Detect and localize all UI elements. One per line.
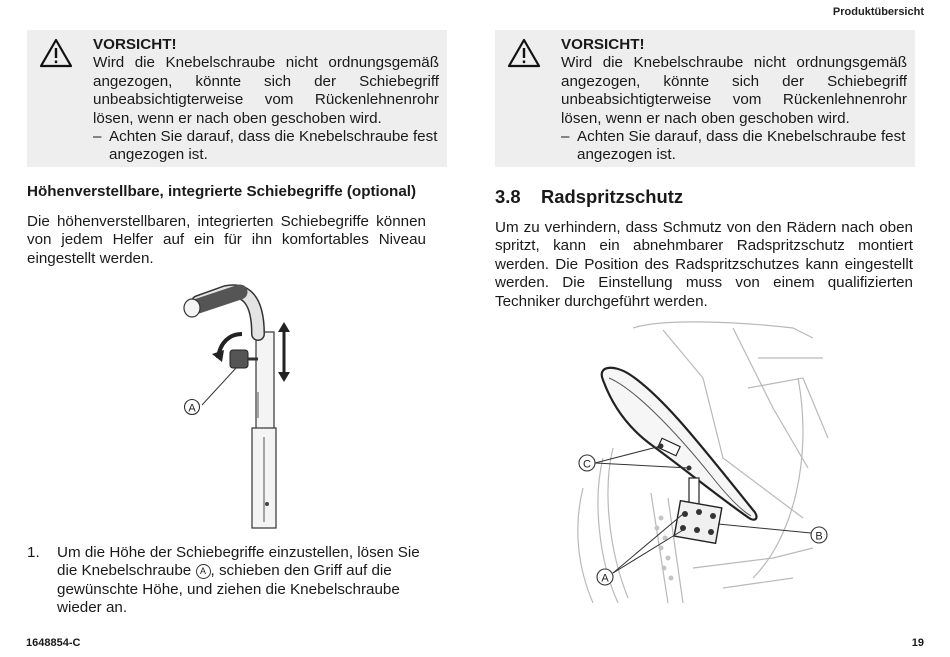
figure-label-a: A — [601, 572, 609, 585]
warning-box-right — [495, 30, 915, 167]
bullet-dash: – — [561, 128, 570, 146]
section-number: 3.8 — [495, 186, 521, 207]
splash-guard-illustration — [573, 318, 833, 603]
document-number: 1648854-C — [26, 637, 81, 649]
subheading: Höhenverstellbare, integrierte Schiebegriffe (optional) — [27, 183, 417, 200]
section-title: Radspritzschutz — [541, 186, 684, 207]
step-text — [27, 544, 431, 618]
callout-a-marker: A — [196, 564, 211, 579]
warning-triangle-icon — [39, 38, 73, 68]
warning-title: VORSICHT! — [93, 36, 177, 53]
step-number: 1. — [27, 544, 40, 561]
bullet-dash: – — [93, 128, 102, 146]
step-text-after: , schieben den Griff auf die gewünschte Höhe, und ziehen die Knebelschraube wieder an. — [57, 562, 400, 617]
warning-bullet — [93, 128, 439, 165]
warning-bullet — [561, 128, 907, 165]
step-text-before: Um die Höhe der Schiebegriffe einzustellen, lösen Sie die Knebelschraube — [57, 544, 420, 580]
figure-label-c: C — [583, 458, 591, 471]
left-paragraph: Die höhenverstellbaren, integrierten Schiebegriffe können von jedem Helfer auf ein für ihn komfortables Niveau eingestellt werden. — [27, 213, 426, 267]
page-number: 19 — [911, 637, 924, 649]
section-header-label: Produktübersicht — [832, 6, 924, 18]
push-handle-illustration — [178, 272, 338, 532]
figure-label-a: A — [188, 402, 196, 415]
figure-label-b: B — [815, 530, 823, 543]
warning-bullet-text: Achten Sie darauf, dass die Knebelschraube fest angezogen ist. — [577, 128, 906, 164]
warning-title: VORSICHT! — [561, 36, 645, 53]
warning-body: Wird die Knebelschraube nicht ordnungsgemäß angezogen, könnte sich der Schiebegriff unbeabsichtigterweise vom Rückenlehnenrohr lösen, wenn er nach oben geschoben wird. — [561, 54, 907, 127]
section-heading — [495, 186, 683, 208]
warning-triangle-icon — [507, 38, 541, 68]
warning-bullet-text: Achten Sie darauf, dass die Knebelschraube fest angezogen ist. — [109, 128, 438, 164]
right-paragraph: Um zu verhindern, dass Schmutz von den Rädern nach oben spritzt, kann ein abnehmbarer Radspritzschutz montiert werden. Die Position des Radspritzschutzes kann eingestellt werden. Die Einstellung muss von einem qualifizierten Techniker durchgeführt werden. — [495, 219, 913, 310]
instruction-step — [27, 544, 431, 618]
warning-box-left — [27, 30, 447, 167]
warning-body: Wird die Knebelschraube nicht ordnungsgemäß angezogen, könnte sich der Schiebegriff unbeabsichtigterweise vom Rückenlehnenrohr lösen, wenn er nach oben geschoben wird. — [93, 54, 439, 127]
